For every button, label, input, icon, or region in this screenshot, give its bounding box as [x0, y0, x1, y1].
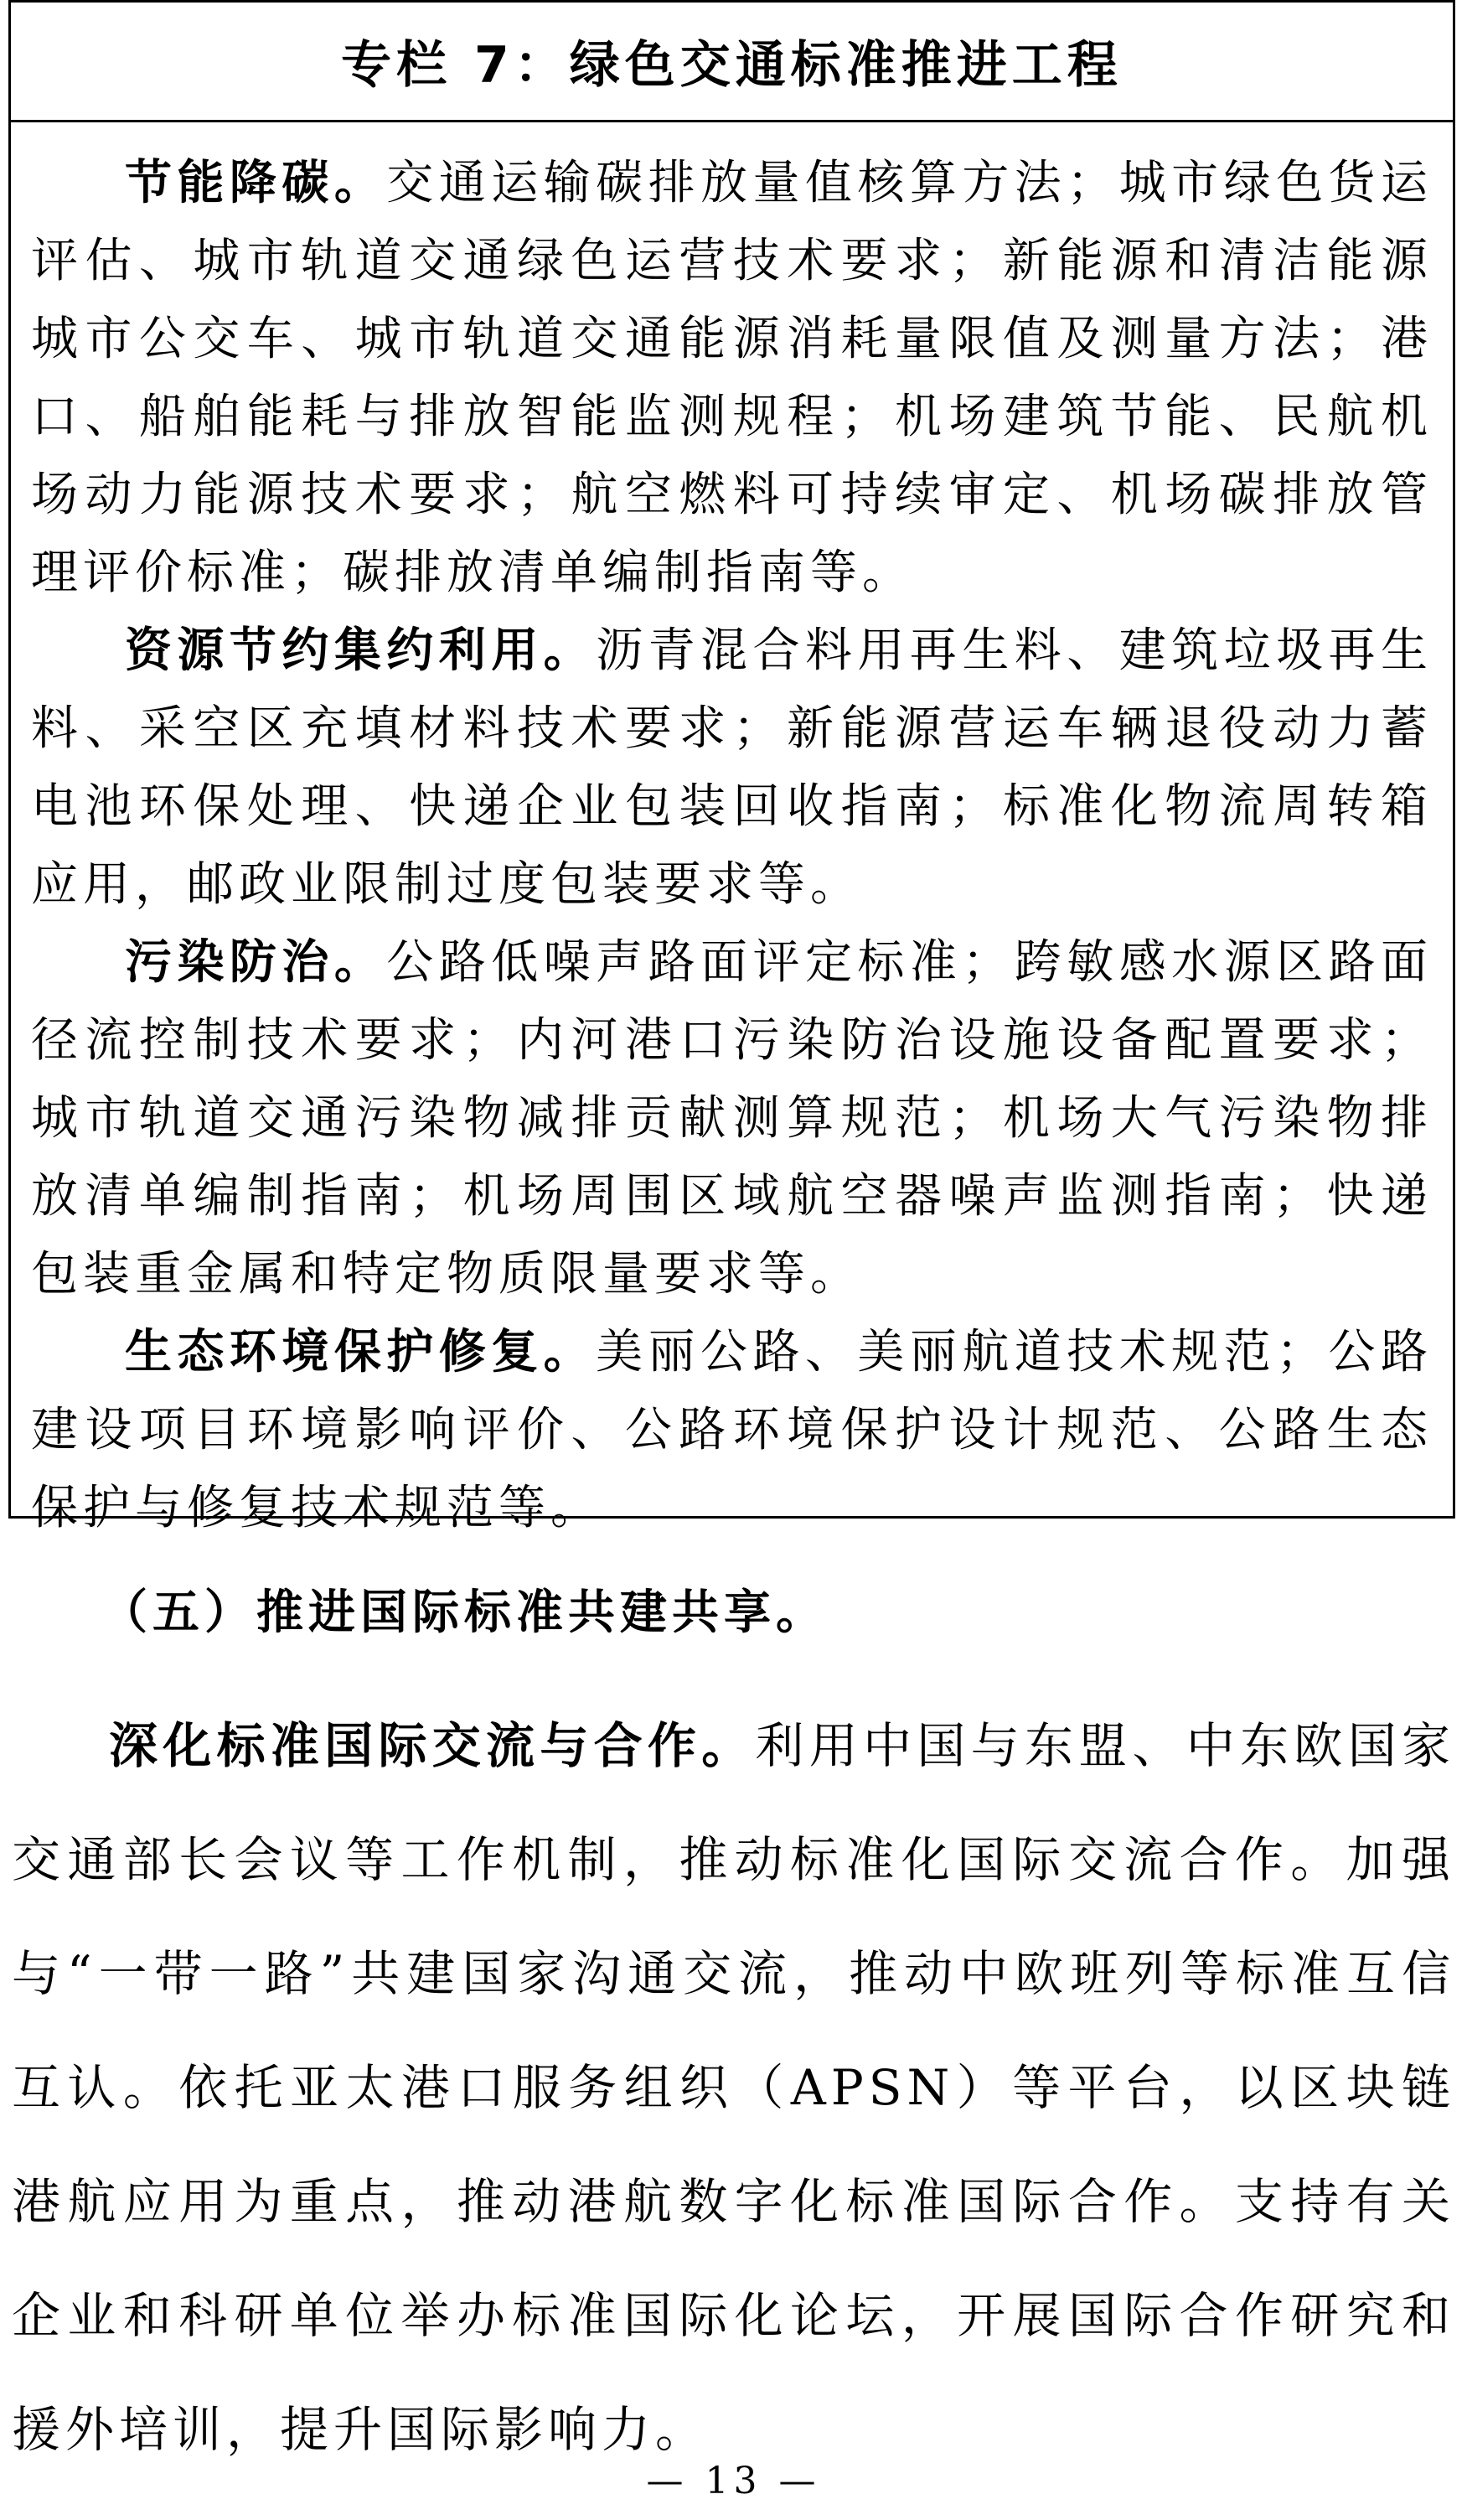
paragraph-text: 利用中国与东盟、中东欧国家交通部长会议等工作机制，推动标准化国际交流合作。加强与“一带一路”共建国家沟通交流，推动中欧班列等标准互信互认。依托亚太港口服务组织（APSN）等平台，以区块链港航应用为重点，推动港航数字化标准国际合作。支持有关企业和科研单位举办标准国际化论坛，开展国际合作研究和援外培训，提升国际影响力。	[12, 1717, 1455, 2458]
section-heading: （五）推进国际标准共建共享。	[101, 1586, 828, 1640]
body-paragraph	[12, 1689, 1455, 2486]
box-paragraph-energy	[31, 144, 1433, 612]
paragraph-text: 交通运输碳排放量值核算方法；城市绿色货运评估、城市轨道交通绿色运营技术要求；新能源和清洁能源城市公交车、城市轨道交通能源消耗量限值及测量方法；港口、船舶能耗与排放智能监测规程；机场建筑节能、民航机场动力能源技术要求；航空燃料可持续审定、机场碳排放管理评价标准；碳排放清单编制指南等。	[31, 156, 1433, 600]
box-paragraph-pollution	[31, 924, 1433, 1313]
box-title: 专栏 7：绿色交通标准推进工程	[11, 3, 1453, 122]
paragraph-lead: 资源节约集约利用。	[125, 624, 597, 678]
paragraph-lead: 节能降碳。	[125, 156, 387, 210]
box-paragraph-resources	[31, 612, 1433, 924]
page-number: — 13 —	[646, 2460, 821, 2502]
paragraph-lead: 深化标准国际交流与合作。	[109, 1717, 756, 1774]
paragraph-text: 公路低噪声路面评定标准；跨敏感水源区路面径流控制技术要求；内河港口污染防治设施设备配置要求；城市轨道交通污染物减排贡献测算规范；机场大气污染物排放清单编制指南；机场周围区域航空器噪声监测指南；快递包装重金属和特定物质限量要求等。	[31, 935, 1433, 1301]
feature-box	[8, 0, 1455, 1535]
box-body	[11, 122, 1453, 1547]
paragraph-lead: 污染防治。	[125, 935, 387, 990]
box-paragraph-ecology	[31, 1313, 1433, 1547]
paragraph-lead: 生态环境保护修复。	[125, 1325, 597, 1379]
paragraph-text: 沥青混合料用再生料、建筑垃圾再生料、采空区充填材料技术要求；新能源营运车辆退役动力蓄电池环保处理、快递企业包装回收指南；标准化物流周转箱应用，邮政业限制过度包装要求等。	[31, 624, 1433, 912]
paragraph-text: 美丽公路、美丽航道技术规范；公路建设项目环境影响评价、公路环境保护设计规范、公路生态保护与修复技术规范等。	[31, 1325, 1433, 1535]
